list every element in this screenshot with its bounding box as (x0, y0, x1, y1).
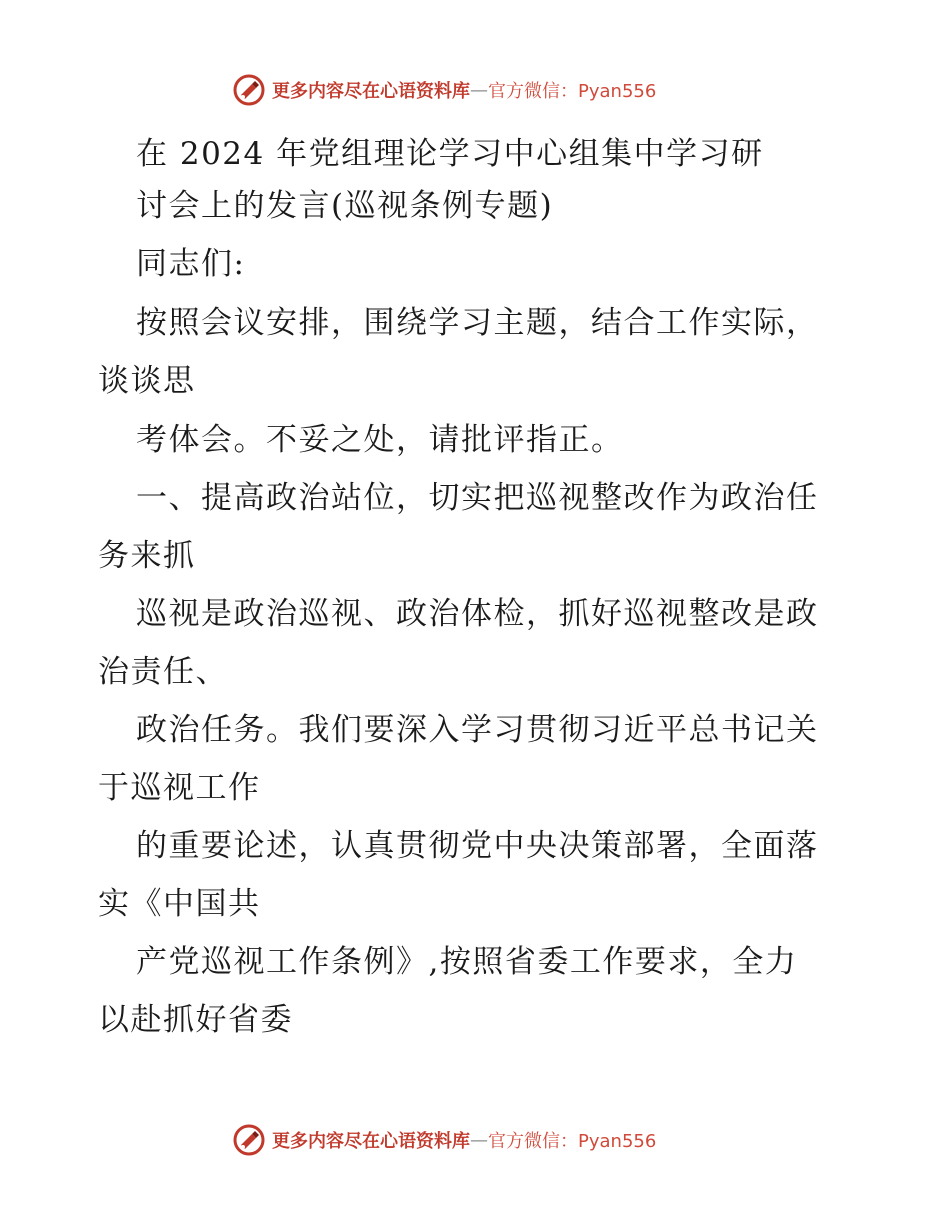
banner-separator: — (470, 79, 488, 101)
brand-text: 更多内容尽在心语资料库 (272, 81, 470, 102)
wechat-contact: 官方微信：Pyan556 (488, 1131, 657, 1152)
paragraph-line: 的重要论述，认真贯彻党中央决策部署，全面落 (136, 828, 819, 864)
section-heading-line: 务来抓 (98, 538, 196, 574)
header-watermark-banner (232, 72, 656, 108)
title-line-2: 讨会上的发言(巡视条例专题) (136, 188, 554, 224)
title-line-1: 在 2024 年党组理论学习中心组集中学习研 (136, 136, 764, 172)
paragraph-line: 政治任务。我们要深入学习贯彻习近平总书记关 (136, 712, 819, 748)
banner-separator: — (470, 1129, 488, 1151)
paragraph-line: 产党巡视工作条例》,按照省委工作要求，全力 (136, 944, 798, 980)
section-heading-line: 一、提高政治站位，切实把巡视整改作为政治任 (136, 480, 819, 516)
paragraph-line: 治责任、 (98, 654, 228, 690)
paragraph-line: 以赴抓好省委 (98, 1002, 293, 1038)
paragraph-line: 巡视是政治巡视、政治体检，抓好巡视整改是政 (136, 596, 819, 632)
paragraph-line: 谈谈思 (98, 363, 196, 399)
brand-logo-icon (232, 1123, 266, 1157)
paragraph-line: 按照会议安排，围绕学习主题，结合工作实际， (136, 305, 819, 341)
brand-text: 更多内容尽在心语资料库 (272, 1131, 470, 1152)
brand-logo-icon (232, 73, 266, 107)
paragraph-line: 实《中国共 (98, 886, 261, 922)
paragraph-line: 考体会。不妥之处，请批评指正。 (136, 422, 624, 458)
paragraph-line: 于巡视工作 (98, 770, 261, 806)
footer-watermark-banner (232, 1122, 656, 1158)
salutation: 同志们: (136, 246, 246, 282)
wechat-contact: 官方微信：Pyan556 (488, 81, 657, 102)
